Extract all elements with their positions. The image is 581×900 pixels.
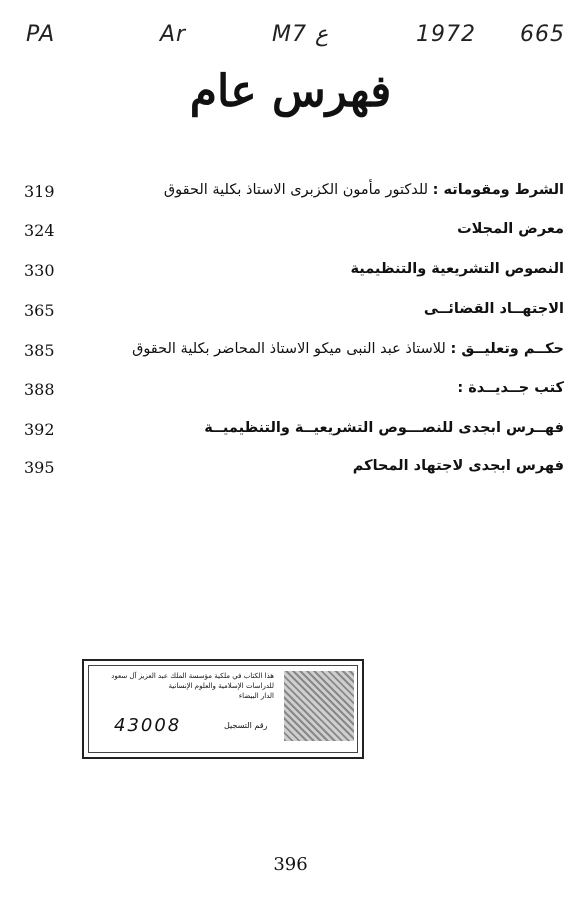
toc-page-number: 330 <box>24 261 55 280</box>
toc-entry-title: الشرط ومقوماته : <box>432 182 564 198</box>
toc-page-number: 395 <box>24 458 55 477</box>
toc-page-number: 392 <box>24 420 55 439</box>
handwritten-note-mid: M7 ع <box>272 22 329 47</box>
stamp-text <box>94 671 274 701</box>
toc-entry-title: فهرس ابجدى لاجتهاد المحاكم <box>352 458 564 474</box>
stamp-line: هذا الكتاب في ملكية مؤسسة الملك عبد العزيز آل سعود <box>111 672 274 680</box>
toc-entry-title: كتب جــديــدة : <box>457 380 564 396</box>
toc-entry <box>24 221 564 249</box>
toc-entry <box>24 261 564 289</box>
toc-entry <box>24 420 564 448</box>
handwritten-note-right: 665 <box>520 22 565 47</box>
page-number: 396 <box>273 854 308 875</box>
stamp-line: الدار البيضاء <box>238 692 274 700</box>
toc-page-number: 324 <box>24 221 55 240</box>
toc-page-number: 365 <box>24 301 55 320</box>
stamp-registration-label: رقم التسجيل <box>224 721 268 730</box>
toc-entry-title: معرض المجلات <box>457 221 564 237</box>
handwritten-note-code: Ar <box>160 22 187 47</box>
toc-entry <box>24 182 564 210</box>
toc-entry <box>24 301 564 329</box>
toc-page-number: 388 <box>24 380 55 399</box>
library-stamp <box>82 659 364 759</box>
toc-entry <box>24 380 564 408</box>
stamp-emblem-image <box>284 671 354 741</box>
stamp-registration-number: 43008 <box>114 715 182 736</box>
toc-entry-title: حكــم وتعليــق : <box>450 341 564 357</box>
toc-entry-title: الاجتهــاد القضائــى <box>423 301 564 317</box>
toc-entry-title: النصوص التشريعية والتنظيمية <box>350 261 564 277</box>
stamp-line: للدراسات الإسلامية والعلوم الإنسانية <box>168 682 274 690</box>
page-title: فهرس عام <box>189 66 392 117</box>
toc-page-number: 385 <box>24 341 55 360</box>
handwritten-note-year: 1972 <box>416 22 476 47</box>
toc-entry <box>24 458 564 486</box>
toc-entry <box>24 341 564 369</box>
toc-entry-author: للدكتور مأمون الكزبرى الاستاذ بكلية الحقوق <box>163 182 429 198</box>
toc-entry-author: للاستاذ عبد النبى ميكو الاستاذ المحاضر بكلية الحقوق <box>132 341 446 357</box>
toc-page-number: 319 <box>24 182 55 201</box>
toc-entry-title: فهــرس ابجدى للنصـــوص التشريعيــة والتنظيميــة <box>204 420 564 436</box>
handwritten-note-left: PA <box>26 22 56 47</box>
